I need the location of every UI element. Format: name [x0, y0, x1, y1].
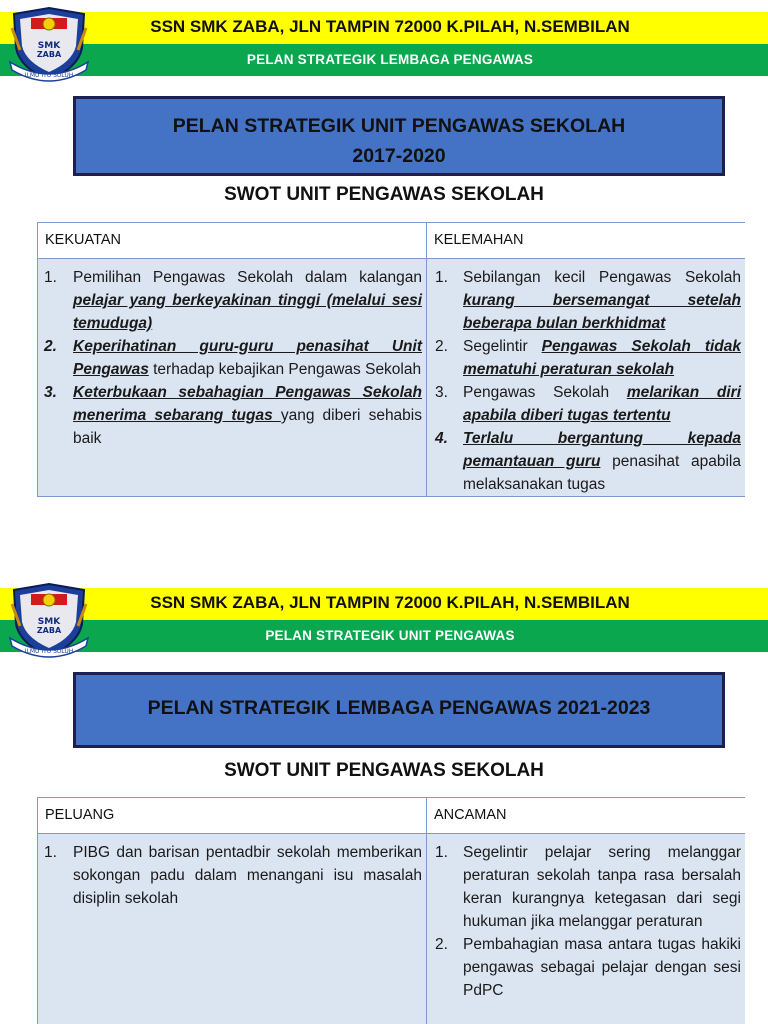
plan-title: PELAN STRATEGIK UNIT PENGAWAS SEKOLAH: [172, 115, 626, 137]
subtitle-text: PELAN STRATEGIK UNIT PENGAWAS: [265, 628, 515, 643]
school-crest-icon: [6, 4, 92, 84]
item-number: 3.: [44, 384, 57, 401]
swot-heading: SWOT UNIT PENGAWAS SEKOLAH: [224, 760, 544, 781]
swot-heading: SWOT UNIT PENGAWAS SEKOLAH: [224, 184, 544, 205]
subtitle-banner: [0, 44, 768, 76]
list-item: [433, 381, 741, 427]
item-emphasis: melarikan diri apabila diberi tugas tertentu: [463, 384, 742, 424]
item-number: 1.: [44, 269, 57, 286]
opportunities-list: [44, 841, 422, 910]
school-address: SSN SMK ZABA, JLN TAMPIN 72000 K.PILAH, N.SEMBILAN: [150, 17, 630, 36]
item-emphasis: Keterbukaan sebahagian Pengawas Sekolah menerima sebarang tugas: [73, 384, 422, 424]
item-text: Segelintir pelajar sering melanggar peraturan sekolah tanpa rasa bersalah keran kurangnya ketegasan dari segi hukuman jika melanggar peraturan: [463, 844, 741, 930]
threats-column: [427, 798, 745, 1024]
svg-text:SMK: SMK: [37, 41, 61, 51]
list-item: [433, 335, 741, 381]
threats-header: ANCAMAN: [427, 798, 745, 834]
list-item: [433, 427, 741, 496]
school-banner: [0, 12, 768, 44]
item-emphasis: Keperihatinan guru-guru penasihat Unit Pengawas: [73, 338, 422, 378]
list-item: [44, 335, 422, 381]
item-number: 2.: [44, 338, 57, 355]
swot-page-2021: [0, 576, 768, 1024]
item-number: 3.: [435, 384, 448, 401]
strengths-column: [38, 223, 427, 496]
item-text: PIBG dan barisan pentadbir sekolah memberikan sokongan padu dalam menangani isu masalah disiplin sekolah: [73, 844, 422, 907]
list-item: [44, 841, 422, 910]
item-emphasis: kurang bersemangat setelah beberapa bulan berkhidmat: [463, 292, 741, 332]
weaknesses-header: KELEMAHAN: [427, 223, 745, 259]
svg-text:SMK: SMK: [37, 617, 61, 627]
weaknesses-list: [433, 266, 741, 496]
list-item: [44, 381, 422, 450]
item-text: Segelintir: [463, 338, 542, 355]
list-item: [433, 266, 741, 335]
plan-title: PELAN STRATEGIK LEMBAGA PENGAWAS 2021-2023: [147, 697, 651, 719]
item-text: Pembahagian masa antara tugas hakiki pengawas sebagai pelajar dengan sesi PdPC: [463, 936, 741, 999]
opportunities-header: PELUANG: [38, 798, 426, 834]
threats-list: [433, 841, 741, 1002]
item-number: 2.: [435, 936, 448, 953]
item-number: 1.: [435, 269, 448, 286]
item-text: terhadap kebajikan Pengawas Sekolah: [148, 361, 422, 378]
plan-title-box: [73, 96, 725, 176]
strengths-header: KEKUATAN: [38, 223, 426, 259]
svg-text:ILMU ITU SULUH: ILMU ITU SULUH: [24, 72, 74, 79]
item-number: 2.: [435, 338, 448, 355]
item-number: 4.: [435, 430, 448, 447]
list-item: [433, 933, 741, 1002]
school-crest-icon: [6, 580, 92, 660]
swot-table: [37, 222, 745, 497]
svg-text:ILMU ITU SULUH: ILMU ITU SULUH: [24, 648, 74, 655]
item-text: Pemilihan Pengawas Sekolah dalam kalangan: [73, 269, 422, 286]
item-number: 1.: [44, 844, 57, 861]
plan-title-box: [73, 672, 725, 748]
item-text: Pengawas Sekolah: [463, 384, 627, 401]
weaknesses-column: [427, 223, 745, 496]
list-item: [433, 841, 741, 933]
item-text: yang diberi sehabis baik: [73, 407, 422, 447]
school-banner: [0, 588, 768, 620]
svg-text:ZABA: ZABA: [36, 626, 62, 635]
school-address: SSN SMK ZABA, JLN TAMPIN 72000 K.PILAH, N.SEMBILAN: [150, 593, 630, 612]
swot-table: [37, 797, 745, 1024]
plan-years: 2017-2020: [352, 145, 446, 167]
swot-page-2017: [0, 0, 768, 510]
item-text: penasihat apabila melaksanakan tugas: [463, 453, 741, 493]
svg-text:ZABA: ZABA: [36, 50, 62, 59]
strengths-list: [44, 266, 422, 450]
list-item: [44, 266, 422, 335]
subtitle-banner: [0, 620, 768, 652]
item-emphasis: Terlalu bergantung kepada pemantauan guru: [463, 430, 741, 470]
item-number: 1.: [435, 844, 448, 861]
subtitle-text: PELAN STRATEGIK LEMBAGA PENGAWAS: [246, 52, 534, 67]
opportunities-column: [38, 798, 427, 1024]
item-emphasis: pelajar yang berkeyakinan tinggi (melalui sesi temuduga): [73, 292, 422, 332]
item-emphasis: Pengawas Sekolah tidak mematuhi peraturan sekolah: [463, 338, 741, 378]
item-text: Sebilangan kecil Pengawas Sekolah: [463, 269, 741, 286]
